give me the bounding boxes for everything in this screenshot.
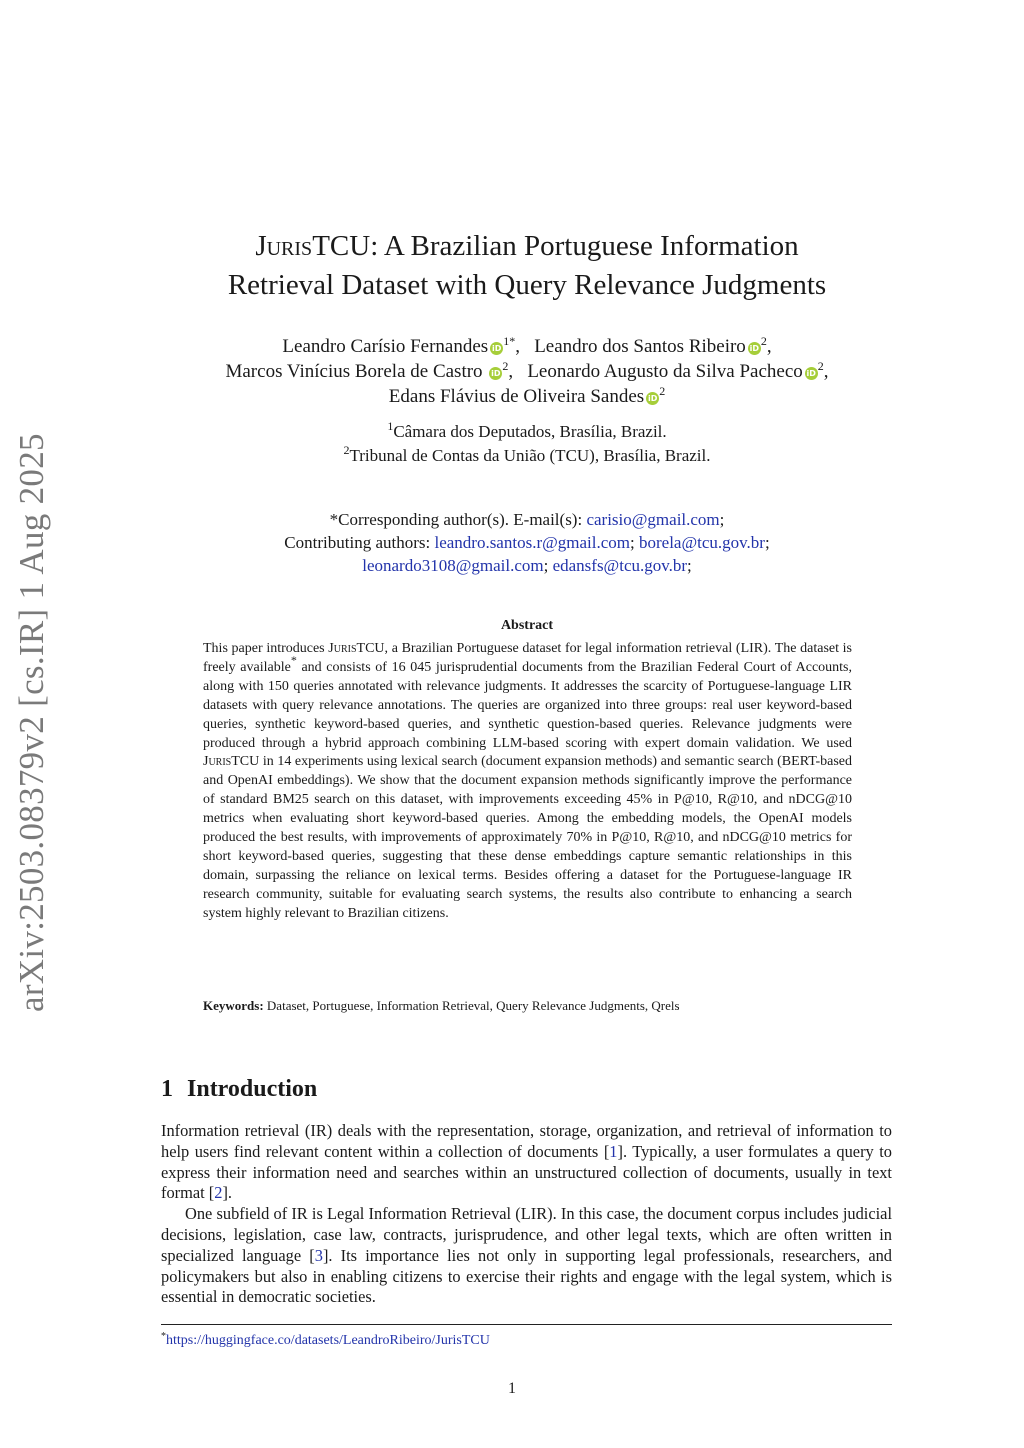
orcid-icon[interactable]: iD [492,344,502,353]
corresponding-label: *Corresponding author(s). E-mail(s): [329,510,583,529]
arxiv-identifier-stamp: arXiv:2503.08379v2 [cs.IR] 1 Aug 2025 [12,433,51,1012]
affil-sup: 2 [343,443,350,457]
orcid-icon[interactable]: iD [806,369,816,378]
orcid-icon[interactable]: iD [749,344,759,353]
email-link[interactable]: borela@tcu.gov.br [638,533,765,552]
abstract-heading: Abstract [500,618,554,633]
dataset-url-link[interactable]: https://huggingface.co/datasets/LeandroRibeiro/JurisTCU [166,1333,490,1348]
intro-text: Information retrieval (IR) deals with the representation, storage, organization, and retrieval of information to help users find relevant content within a collection of documents [ [161,1121,892,1161]
keywords-text: Dataset, Portuguese, Information Retrieval, Query Relevance Judgments, Qrels [266,998,680,1013]
email-link[interactable]: carisio@gmail.com [586,510,720,529]
author-name: Leonardo Augusto da Silva Pacheco [527,361,803,382]
author-list: Leandro Carísio Fernandes $iD^{1*}$, Leandro dos Santos Ribeiro $iD^2$, Marcos Vinícius Borela de Castro $iD^2$, Leonardo Augusto da Silva Pacheco $iD^2$, Edans Flávius de Oliveira Sandes $iD^2$ [225,334,829,407]
citation-link[interactable]: 2 [214,1183,223,1203]
author-affil-sup: 2 [817,359,824,373]
abstract-dataset-name: Juris [328,641,357,656]
footnote-mark: * [161,1331,166,1342]
abstract-dataset-name: Juris [203,754,232,770]
contact-emails: *Corresponding author(s). E-mail(s): carisio@gmail.com; Contributing authors: leandro.santos.r@gmail.com; borela@tcu.gov.br; leonardo3108@gmail.com; edansfs@tcu.gov.br; [284,510,770,575]
affiliations [140,420,914,468]
email-link[interactable]: leonardo3108@gmail.com [362,556,544,575]
author-affil-sup: 2 [502,359,509,373]
keywords-line [203,997,852,1015]
page-number: 1 [508,1380,516,1397]
paper-title [140,227,914,305]
footnote-marker[interactable]: * [290,652,297,667]
orcid-icon[interactable]: iD [648,394,658,403]
keywords-label: Keywords: [203,998,264,1013]
abstract-text: This paper introduces [203,641,329,656]
intro-text: ]. [222,1183,233,1203]
footnote [161,1333,490,1349]
orcid-icon[interactable]: iD [491,369,501,378]
intro-text: ]. Its importance lies not only in supporting legal professionals, researchers, and policymakers but also in enabling citizens to exercise their rights and engage with the legal system, which is essential in democratic societies. [161,1245,892,1307]
contributing-label: Contributing authors: [284,533,431,552]
email-link[interactable]: edansfs@tcu.gov.br [552,556,688,575]
intro-paragraph [161,1204,892,1308]
introduction-body [161,1121,892,1308]
author-affil-sup: 1* [503,334,516,348]
intro-paragraph [161,1121,892,1204]
intro-text: ]. Typically, a user formulates a query to express their information need and searches within an unstructured collection of documents, usually in text format [ [161,1141,892,1203]
abstract-body [203,640,852,924]
author-affil-sup: 2 [659,384,666,398]
affil-sup: 1 [387,419,394,433]
title-line1: TCU: A Brazilian Portuguese Information [312,230,799,262]
section-title: Introduction [187,1076,318,1102]
citation-link[interactable]: 1 [609,1141,618,1161]
author-name: Edans Flávius de Oliveira Sandes [388,386,645,407]
abstract-text: and consists of 16 045 jurisprudential documents from the Brazilian Federal Court of Accounts, along with 150 queries annotated with relevance judgments. It addresses the scarcity of Portuguese-language LIR datasets with query relevance annotations. The queries are organized into three groups: real user keyword-based queries, synthetic keyword-based queries, and synthetic question-based queries. Relevance judgments were produced through a hybrid approach combining LLM-based scoring with expert domain validation. We used [203,659,853,751]
author-name: Leandro Carísio Fernandes [282,336,489,357]
footnote-divider [161,1324,892,1325]
email-link[interactable]: leandro.santos.r@gmail.com [434,533,630,552]
affiliation-camara: Câmara dos Deputados, Brasília, Brazil. [393,422,667,441]
title-line2: Retrieval Dataset with Query Relevance Judgments [227,269,827,301]
section-number: 1 [161,1076,173,1102]
intro-text: One subfield of IR is Legal Information Retrieval (LIR). In this case, the document corpus includes judicial decisions, legislation, case law, contracts, jurisprudence, and other legal texts, which are often written in specialized language [ [161,1204,892,1265]
abstract-text: TCU, a Brazilian Portuguese dataset for legal information retrieval (LIR). The dataset is freely available [203,641,852,675]
affiliation-tcu: Tribunal de Contas da União (TCU), Brasília, Brazil. [349,446,711,465]
author-affil-sup: 2 [760,334,767,348]
section-heading [161,1076,317,1103]
author-name: Marcos Vinícius Borela de Castro [225,361,483,382]
title-smallcaps-name: Juris [255,230,313,262]
author-name: Leandro dos Santos Ribeiro [534,336,746,357]
abstract-text: TCU in 14 experiments using lexical search (document expansion methods) and semantic search (BERT-based and OpenAI embeddings). We show that the document expansion methods significantly improve the performance of standard BM25 search on this dataset, with improvements exceeding 45% in P@10, R@10, and nDCG@10 metrics when evaluating short keyword-based queries. Among the embedding models, the OpenAI models produced the best results, with improvements of approximately 70% in P@10, R@10, and nDCG@10 metrics for short keyword-based queries, suggesting that these dense embeddings capture semantic relationships in this domain, surpassing the reliance on lexical terms. Besides offering a dataset for the Portuguese-language IR research community, suitable for evaluating search systems, the results also contribute to enhancing a search system highly relevant to Brazilian citizens. [203,754,852,921]
citation-link[interactable]: 3 [314,1245,323,1265]
